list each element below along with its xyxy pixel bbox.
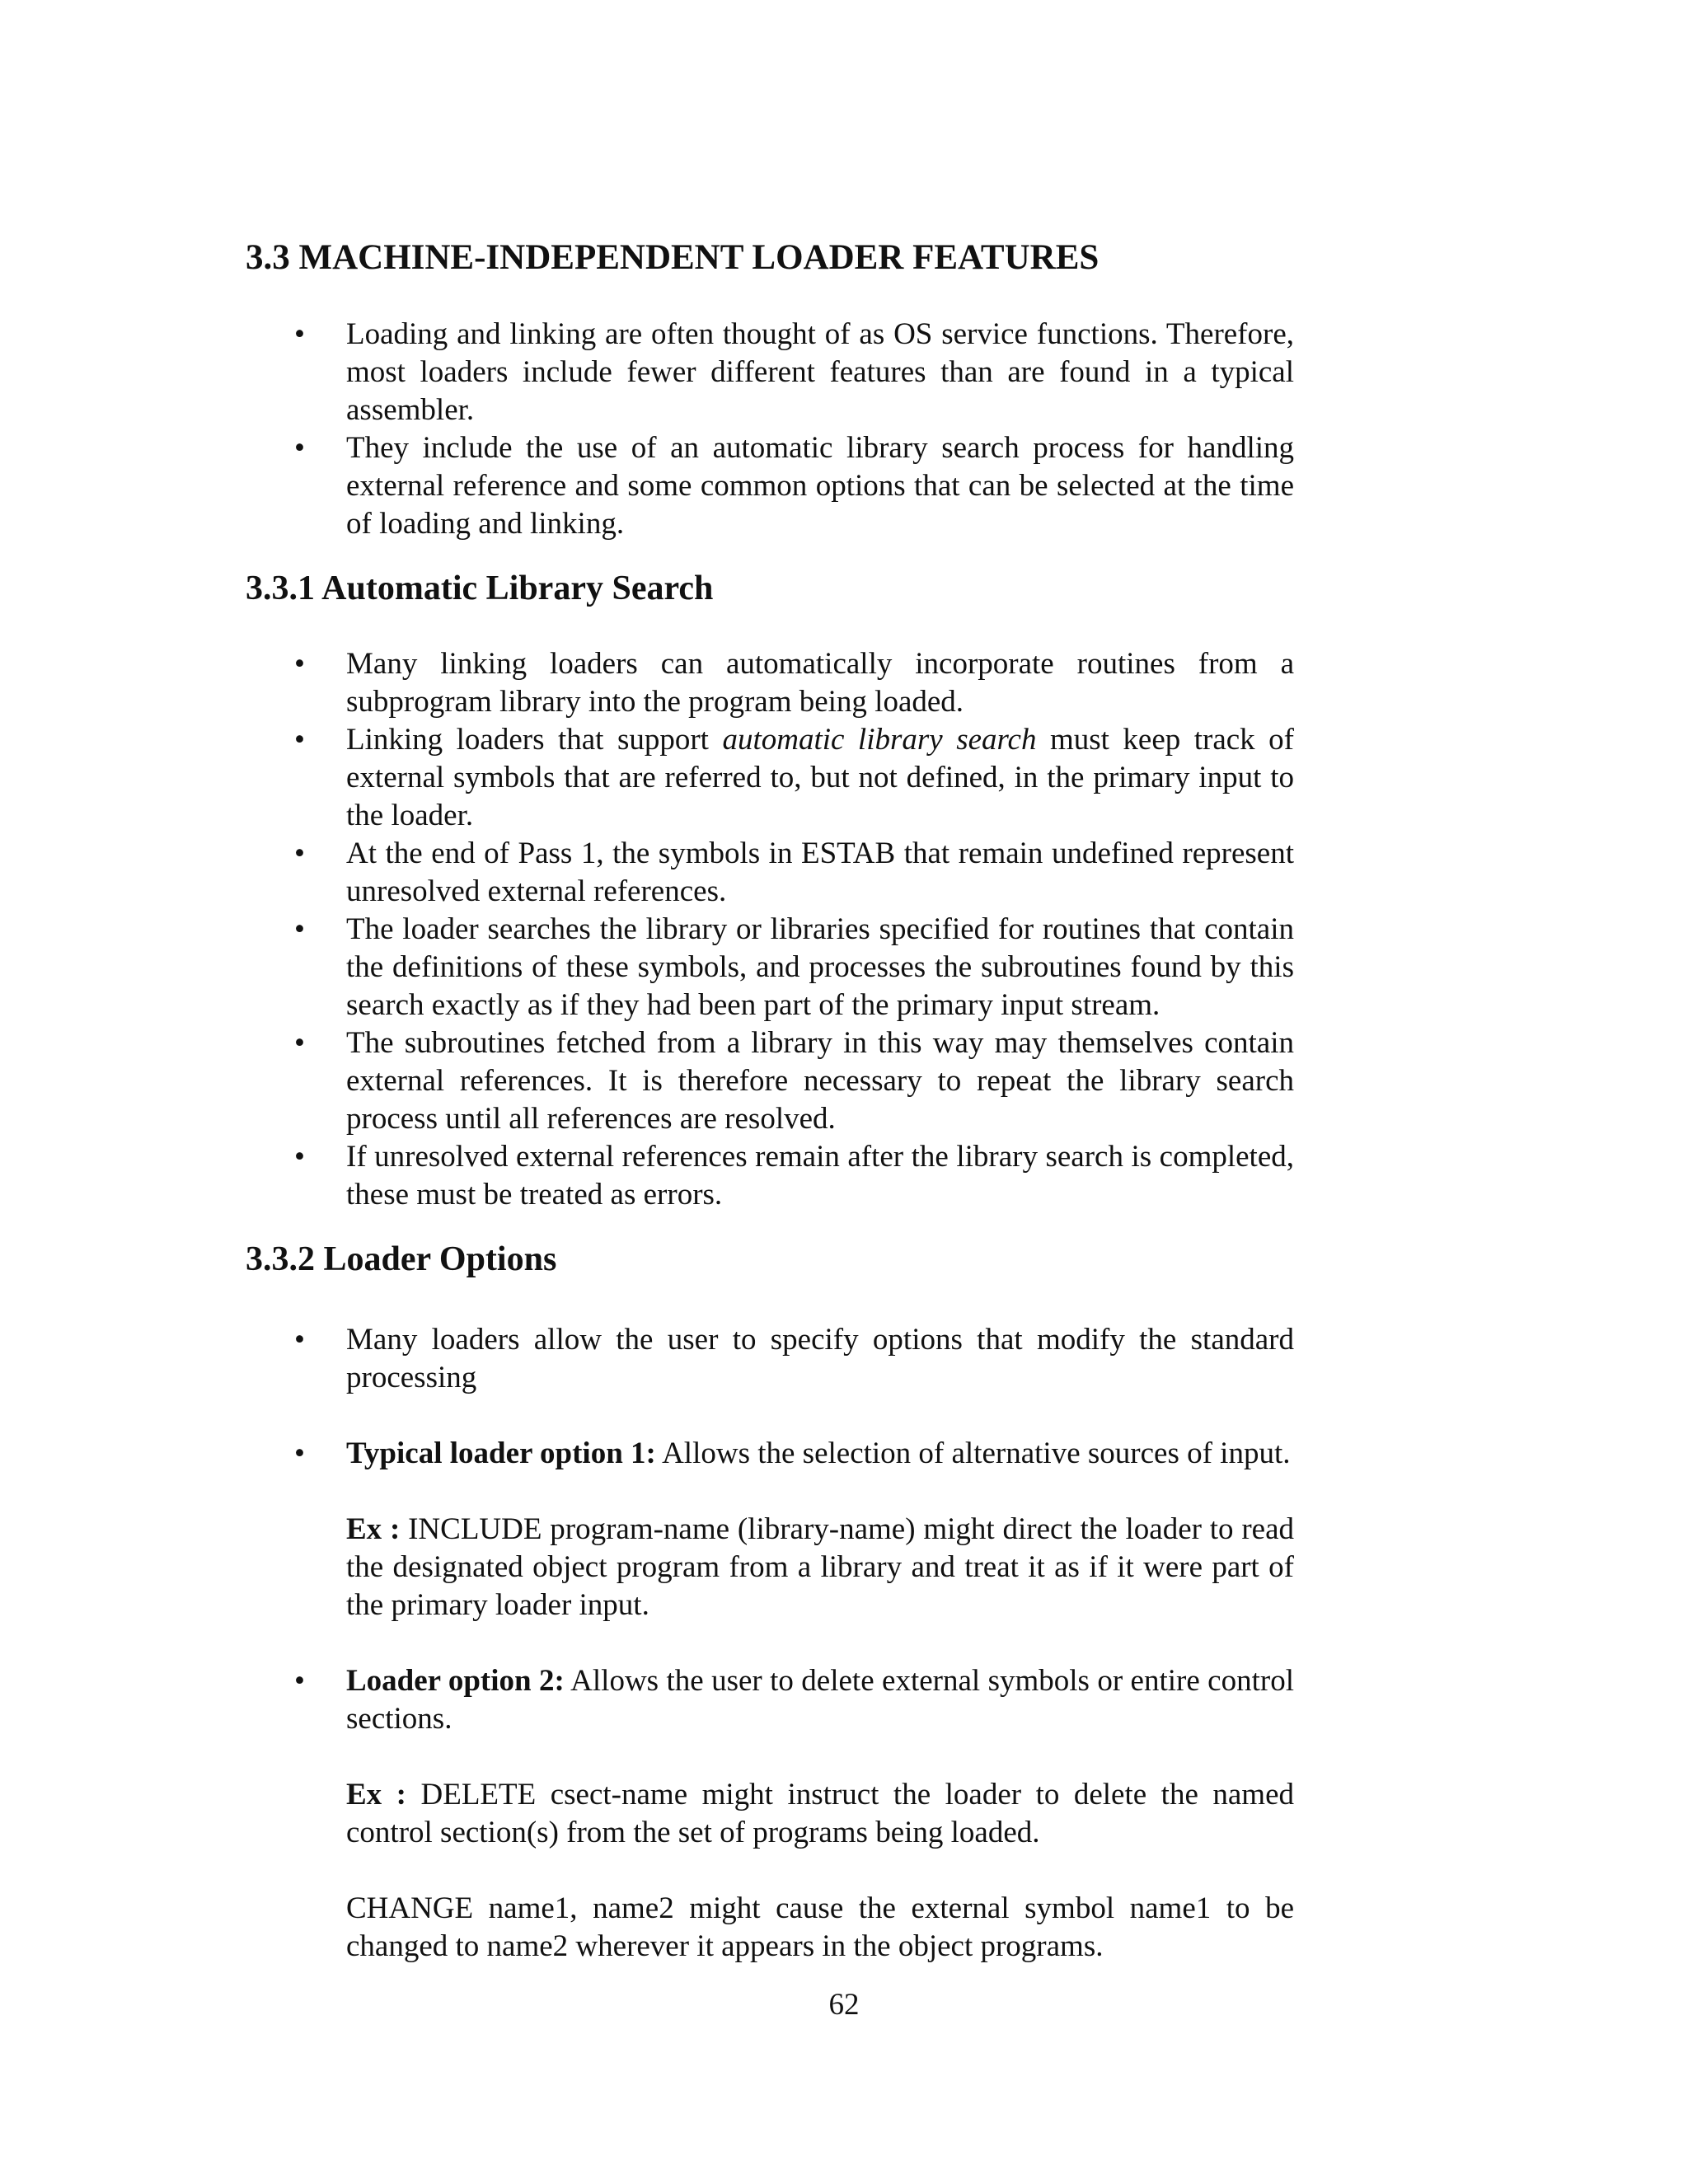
list-item: • Many loaders allow the user to specify options that modify the standard processing [294,1323,1294,1394]
example-label: Ex : [346,1778,406,1811]
bullet-icon: • [294,1664,305,1698]
list-item: • Loading and linking are often thought of as OS service functions. Therefore, most loaders include fewer different features than are found in a typical assembler. [294,317,1294,427]
section-3-3-list [246,316,1432,543]
list-item: • Loader option 2: Allows the user to delete external symbols or entire control sections. [294,1664,1294,1736]
list-item: • The loader searches the library or libraries specified for routines that contain the definitions of these symbols, and processes the subroutines found by this search exactly as if they had been part of the primary input stream. [294,912,1294,1022]
list-item: • Linking loaders that support automatic library search must keep track of external symbols that are referred to, but not defined, in the primary input to the loader. [294,723,1294,832]
bullet-icon: • [294,1140,305,1174]
list-item: • Typical loader option 1: Allows the selection of alternative sources of input. [246,1435,1294,1473]
bullet-icon: • [294,431,305,465]
example-label: Ex : [346,1512,401,1546]
option-label: Loader option 2: [346,1664,565,1698]
bullet-icon: • [294,723,305,757]
example-paragraph: Ex : DELETE csect-name might instruct the loader to delete the named control section(s) from the set of programs being loaded. [346,1778,1294,1849]
page-number: 62 [828,1988,860,2022]
section-3-3-1-list [246,645,1432,1214]
list-item: • At the end of Pass 1, the symbols in ESTAB that remain undefined represent unresolved external references. [294,837,1294,908]
section-3-3-2-heading: 3.3.2 Loader Options [246,1240,557,1278]
bullet-icon: • [294,837,305,870]
list-item: • Many linking loaders can automatically incorporate routines from a subprogram library into the program being loaded. [294,647,1294,719]
example-paragraph: Ex : INCLUDE program-name (library-name) might direct the loader to read the designated object program from a library and treat it as if it were part of the primary loader input. [346,1512,1294,1622]
emphasis-text: automatic library search [722,723,1037,757]
change-paragraph: CHANGE name1, name2 might cause the external symbol name1 to be changed to name2 wherever it appears in the object programs. [346,1891,1294,1963]
bullet-icon: • [294,317,305,351]
bullet-icon: • [294,1436,305,1470]
list-item: • The subroutines fetched from a library in this way may themselves contain external references. It is therefore necessary to repeat the library search process until all references are resolved. [294,1026,1294,1136]
bullet-icon: • [294,1323,305,1357]
option-label: Typical loader option 1: [346,1436,656,1470]
list-item: • If unresolved external references remain after the library search is completed, these must be treated as errors. [294,1140,1294,1212]
section-3-3-2-list-continued [246,1662,1432,1738]
document-page [246,235,1432,1966]
bullet-icon: • [294,647,305,681]
bullet-icon: • [294,912,305,946]
section-3-3-2-list [246,1321,1432,1473]
section-3-3-heading: 3.3 MACHINE-INDEPENDENT LOADER FEATURES [246,238,1100,277]
section-3-3-1-heading: 3.3.1 Automatic Library Search [246,569,714,607]
list-item: • They include the use of an automatic library search process for handling external reference and some common options that can be selected at the time of loading and linking. [294,431,1294,541]
bullet-icon: • [294,1026,305,1060]
